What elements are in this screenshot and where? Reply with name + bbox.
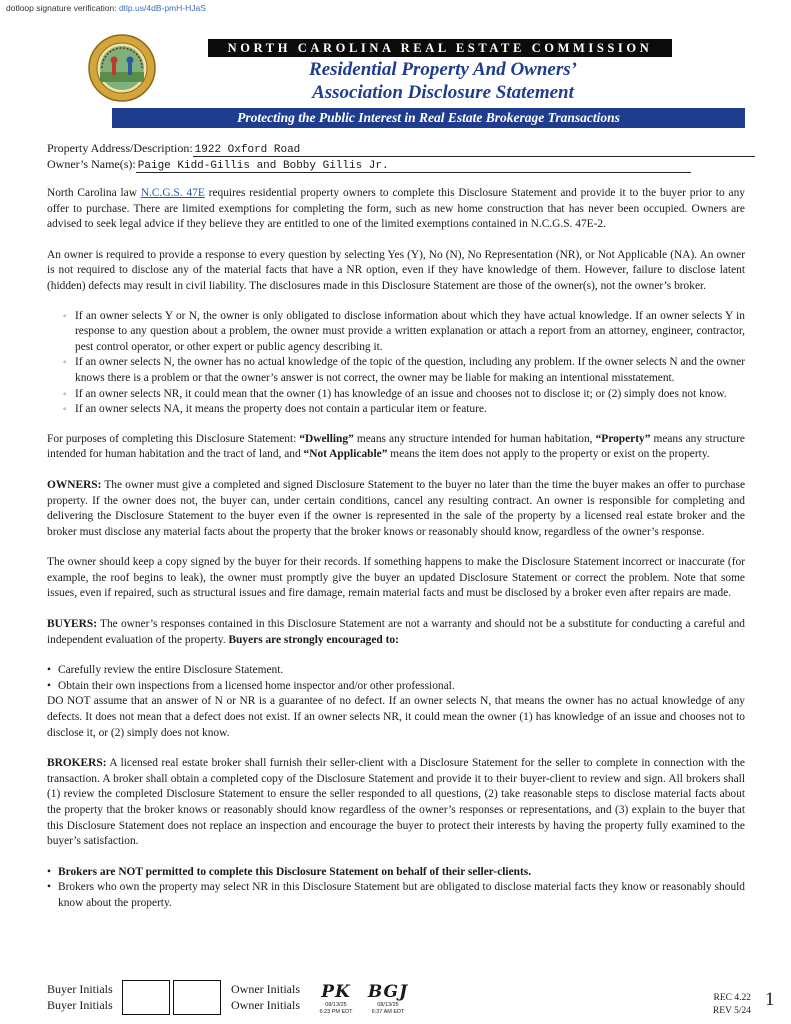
- response-bullets: [47, 309, 745, 418]
- list-item: ◦ If an owner selects N, the owner has no actual knowledge of the topic of the question, including any problem. If the owner selects N and the owner knows there is a problem or that the owner’s answer is not correct, the owner may be liable for making an intentional misstatement.: [47, 355, 745, 386]
- owner-initials-label: Owner Initials: [231, 982, 300, 996]
- owners-heading: OWNERS:: [47, 478, 102, 491]
- list-item: • Carefully review the entire Disclosure Statement.: [47, 663, 745, 679]
- verification-label: dotloop signature verification:: [6, 3, 117, 13]
- response-paragraph: An owner is required to provide a response to every question by selecting Yes (Y), No (N), No Representation (NR), or Not Applicable (NA). An owner is not required to disclose any of the material facts that have a NR option, even if they have knowledge of them. However, failure to disclose latent (hidden) defects may result in civil liability. The disclosures made in this Disclosure Statement are those of the owner(s), not the owner’s broker.: [47, 248, 745, 292]
- brokers-paragraph: BROKERS: A licensed real estate broker shall furnish their seller-client with a Disclosure Statement for the seller to complete in connection with the transaction. A broker shall obtain a completed copy of the Disclosure Statement and provide it to their buyer-client to review and sign. All brokers shall (1) review the completed Disclosure Statement to ensure the seller responded to all questions, (2) take reasonable steps to disclose material facts about the property that the broker knows or reasonably should know regardless of the owner’s responses or representations, and (3) explain to the buyer that this Disclosure Statement does not replace an inspection and encourage the buyer to protect their interests by having the property fully examined to the buyer’s satisfaction.: [47, 757, 745, 848]
- intro-paragraph: North Carolina law N.C.G.S. 47E requires residential property owners to complete this Disclosure Statement and provide it to the buyer prior to any offer to purchase. There are limited exemptions for completing the form, such as new home construction that has never been occupied. Owners are advised to seek legal advice if they believe they are entitled to one of the limited exemptions contained in N.C.G.S. 47E-2.: [47, 187, 745, 231]
- list-item: • Brokers who own the property may select NR in this Disclosure Statement but are obligated to disclose material facts they know or reasonably should know about the property.: [47, 880, 745, 911]
- owners-name-value[interactable]: Paige Kidd-Gillis and Bobby Gillis Jr.: [136, 160, 691, 173]
- tagline-bar: Protecting the Public Interest in Real Estate Brokerage Transactions: [112, 108, 745, 128]
- buyer-initials-box-2[interactable]: [173, 980, 221, 1015]
- statute-link[interactable]: N.C.G.S. 47E: [140, 187, 205, 199]
- property-address-field: [47, 141, 755, 157]
- page-number: 1: [765, 989, 775, 1010]
- list-item: ◦ If an owner selects NA, it means the property does not contain a particular item or feature.: [47, 402, 745, 418]
- signature-initials-2: BGJ: [367, 982, 409, 1002]
- owner-initials-signature-1[interactable]: PK 08/13/25 6:23 PM EDT: [310, 980, 362, 1024]
- owner-initials-label-2: Owner Initials: [231, 998, 300, 1012]
- buyers-paragraph: BUYERS: The owner’s responses contained in this Disclosure Statement are not a warranty and should not be a substitute for conducting a careful and independent evaluation of the property. Buyers are strongly encouraged to:: [47, 618, 745, 646]
- dotloop-verification: [6, 3, 206, 13]
- nc-seal-icon: [88, 34, 156, 102]
- brokers-heading: BROKERS:: [47, 757, 107, 770]
- owners-paragraph-2: The owner should keep a copy signed by the buyer for their records. If something happens to make the Disclosure Statement incorrect or inaccurate (for example, the roof begins to leak), the owner must promptly give the buyer an updated Disclosure Statement or correct the problem. Note that some issues, even if repaired, such as structural issues and fire damage, remain material facts and must be disclosed by a broker even after repairs are made.: [47, 556, 745, 600]
- buyer-initials-label: Buyer Initials: [47, 982, 113, 996]
- commission-banner: NORTH CAROLINA REAL ESTATE COMMISSION: [208, 39, 672, 57]
- list-item: • Obtain their own inspections from a licensed home inspector and/or other professional.: [47, 679, 745, 695]
- owner-initials-signature-2[interactable]: BGJ 08/13/25 6:37 AM EDT: [362, 980, 414, 1024]
- property-address-label: Property Address/Description:: [47, 141, 193, 155]
- title-line-2: Association Disclosure Statement: [312, 82, 574, 103]
- list-item: ◦ If an owner selects Y or N, the owner is only obligated to disclose information about which they have actual knowledge. If an owner selects Y in response to any question about a problem, the owner must provide a written explanation or attach a report from an attorney, engineer, contractor, pest control operator, or other expert or public agency describing it.: [47, 309, 745, 356]
- initials-footer: [47, 980, 791, 1024]
- buyers-heading: BUYERS:: [47, 618, 98, 631]
- owners-name-field: [47, 157, 691, 173]
- owners-paragraph: OWNERS: The owner must give a completed and signed Disclosure Statement to the buyer no later than the time the buyer makes an offer to purchase property. If the owner does not, the buyer can, under certain conditions, cancel any resulting contract. An owner is responsible for completing and delivering the Disclosure Statement to the buyer even if the owner is represented in the sale of the property by a licensed real estate broker and the broker must disclose any material facts about the property that the broker knows or reasonably should know, regardless of the owner’s response.: [47, 478, 745, 538]
- list-item: ◦ If an owner selects NR, it could mean that the owner (1) has knowledge of an issue and chooses not to disclose it; or (2) simply does not know.: [47, 387, 745, 403]
- signature-initials-1: PK: [321, 982, 351, 1002]
- property-address-value[interactable]: 1922 Oxford Road: [193, 144, 755, 157]
- buyer-initials-box-1[interactable]: [122, 980, 170, 1015]
- disclosure-body: [47, 186, 745, 912]
- buyers-warning: DO NOT assume that an answer of N or NR is a guarantee of no defect. If an owner selects N, that means the owner has no actual knowledge of any defects. It does not mean that a defect does not exist. If an owner selects NR, it could mean the owner (1) has knowledge of an issue and chooses not to disclose it, or (2) simply does not know.: [47, 695, 745, 739]
- list-item: • Brokers are NOT permitted to complete this Disclosure Statement on behalf of their seller-clients.: [47, 865, 745, 881]
- brokers-list: [47, 865, 745, 912]
- document-title: [208, 58, 678, 104]
- form-revision: REC 4.22 REV 5/24: [712, 993, 751, 1016]
- verification-link[interactable]: dtlp.us/4dB-pmH-HJaS: [118, 3, 206, 13]
- owners-name-label: Owner’s Name(s):: [47, 157, 136, 171]
- buyers-list: [47, 663, 745, 694]
- definitions-paragraph: For purposes of completing this Disclosure Statement: “Dwelling” means any structure intended for human habitation, “Property” means any structure intended for human habitation and the tract of land, and “Not Applicable” means the item does not apply to the property or exist on the property.: [47, 432, 745, 461]
- buyer-initials-label-2: Buyer Initials: [47, 998, 113, 1012]
- title-line-1: Residential Property And Owners’: [309, 59, 577, 80]
